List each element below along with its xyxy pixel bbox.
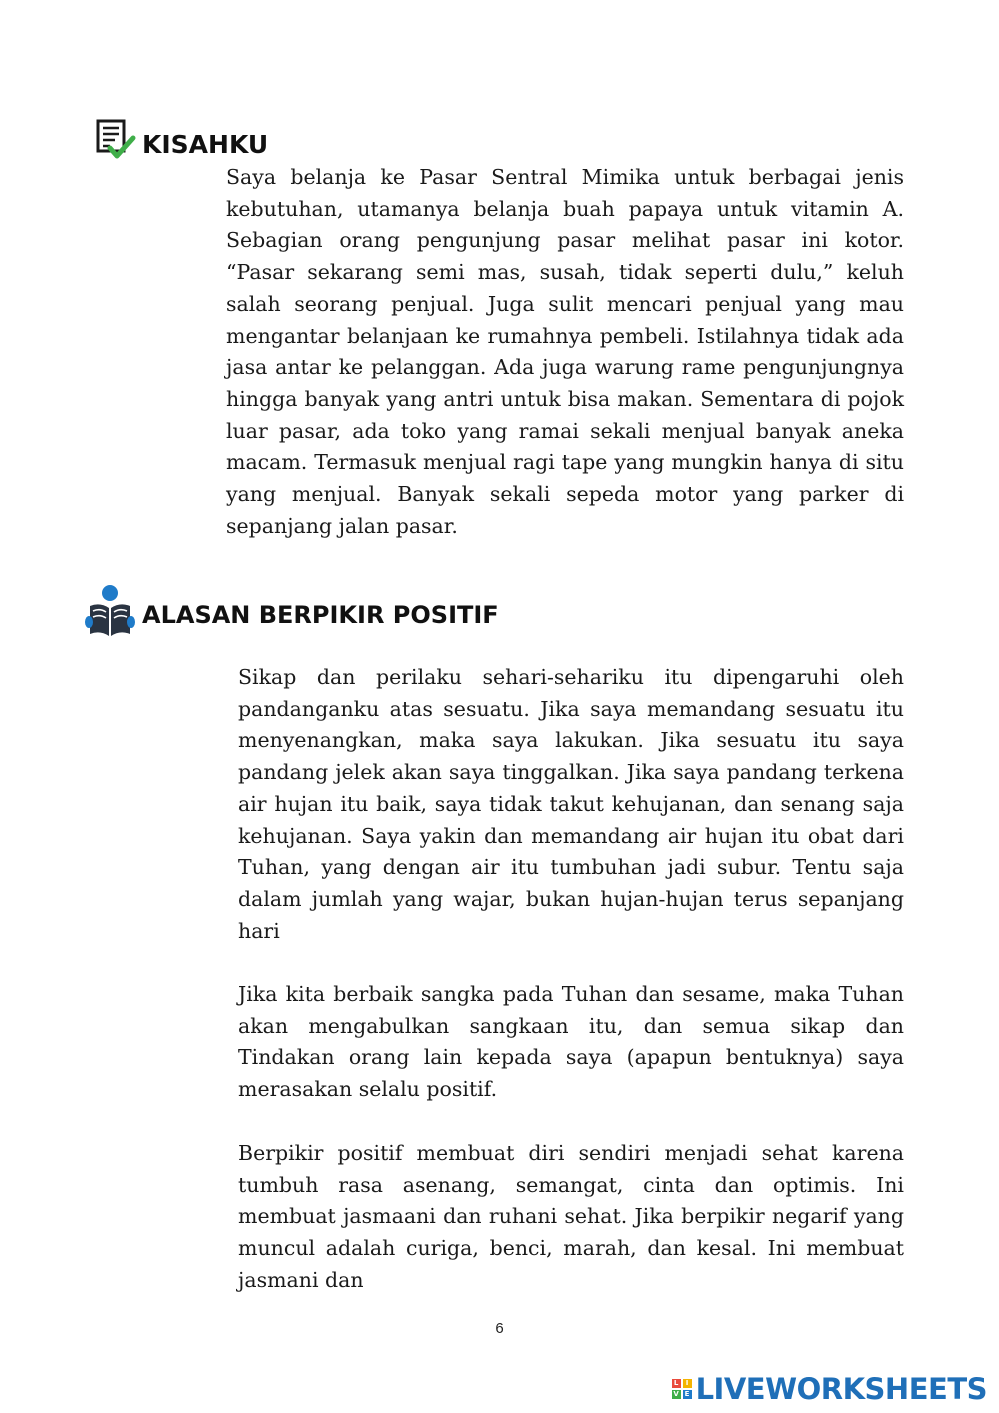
section-title: KISAHKU — [142, 129, 269, 159]
logo-letter: I — [683, 1379, 692, 1388]
logo-letter: E — [683, 1390, 692, 1399]
logo-letter: V — [673, 1390, 679, 1398]
checklist-icon — [96, 118, 136, 166]
alasan-paragraph-2: Jika kita berbaik sangka pada Tuhan dan sesame, maka Tuhan akan mengabulkan sangkaan itu, dan semua sikap dan Tindakan orang lain kepada saya (apapun bentuknya) saya merasakan selalu positif. — [238, 982, 904, 1102]
brand-name: LIVEWORKSHEETS — [695, 1372, 987, 1406]
section-title: ALASAN BERPIKIR POSITIF — [142, 601, 499, 629]
section-heading-kisahku — [96, 118, 268, 166]
page-number: 6 — [495, 1320, 504, 1337]
alasan-paragraph-3: Berpikir positif membuat diri sendiri menjadi sehat karena tumbuh rasa asenang, semangat, cinta dan optimis. Ini membuat jasmaani dan ruhani sehat. Jika berpikir negarif yang muncul adalah curiga, benci, marah, dan kesal. Ini membuat jasmani dan — [238, 1141, 904, 1292]
person-reading-icon — [84, 584, 136, 644]
liveworksheets-logo-icon — [672, 1379, 692, 1399]
alasan-paragraph-1: Sikap dan perilaku sehari-sehariku itu dipengaruhi oleh pandanganku atas sesuatu. Jika saya memandang sesuatu itu menyenangkan, maka saya lakukan. Jika sesuatu itu saya pandang jelek akan saya tinggalkan. Jika saya pandang terkena air hujan itu baik, saya tidak takut kehujanan, dan senang saja kehujanan. Saya yakin dan memandang air hujan itu obat dari Tuhan, yang dengan air itu tumbuhan jadi subur. Tentu saja dalam jumlah yang wajar, bukan hujan-hujan terus sepanjang hari — [238, 665, 904, 943]
section-heading-alasan — [84, 584, 499, 644]
logo-letter: L — [672, 1379, 681, 1388]
liveworksheets-logo[interactable] — [672, 1372, 987, 1406]
kisahku-paragraph: Saya belanja ke Pasar Sentral Mimika untuk berbagai jenis kebutuhan, utamanya belanja buah papaya untuk vitamin A. Sebagian orang pengunjung pasar melihat pasar ini kotor. “Pasar sekarang semi mas, susah, tidak seperti dulu,” keluh salah seorang penjual. Juga sulit mencari penjual yang mau mengantar belanjaan ke rumahnya pembeli. Istilahnya tidak ada jasa antar ke pelanggan. Ada juga warung rame pengunjungnya hingga banyak yang antri untuk bisa makan. Sementara di pojok luar pasar, ada toko yang ramai sekali menjual banyak aneka macam. Termasuk menjual ragi tape yang mungkin hanya di situ yang menjual. Banyak sekali sepeda motor yang parker di sepanjang jalan pasar. — [226, 165, 904, 538]
